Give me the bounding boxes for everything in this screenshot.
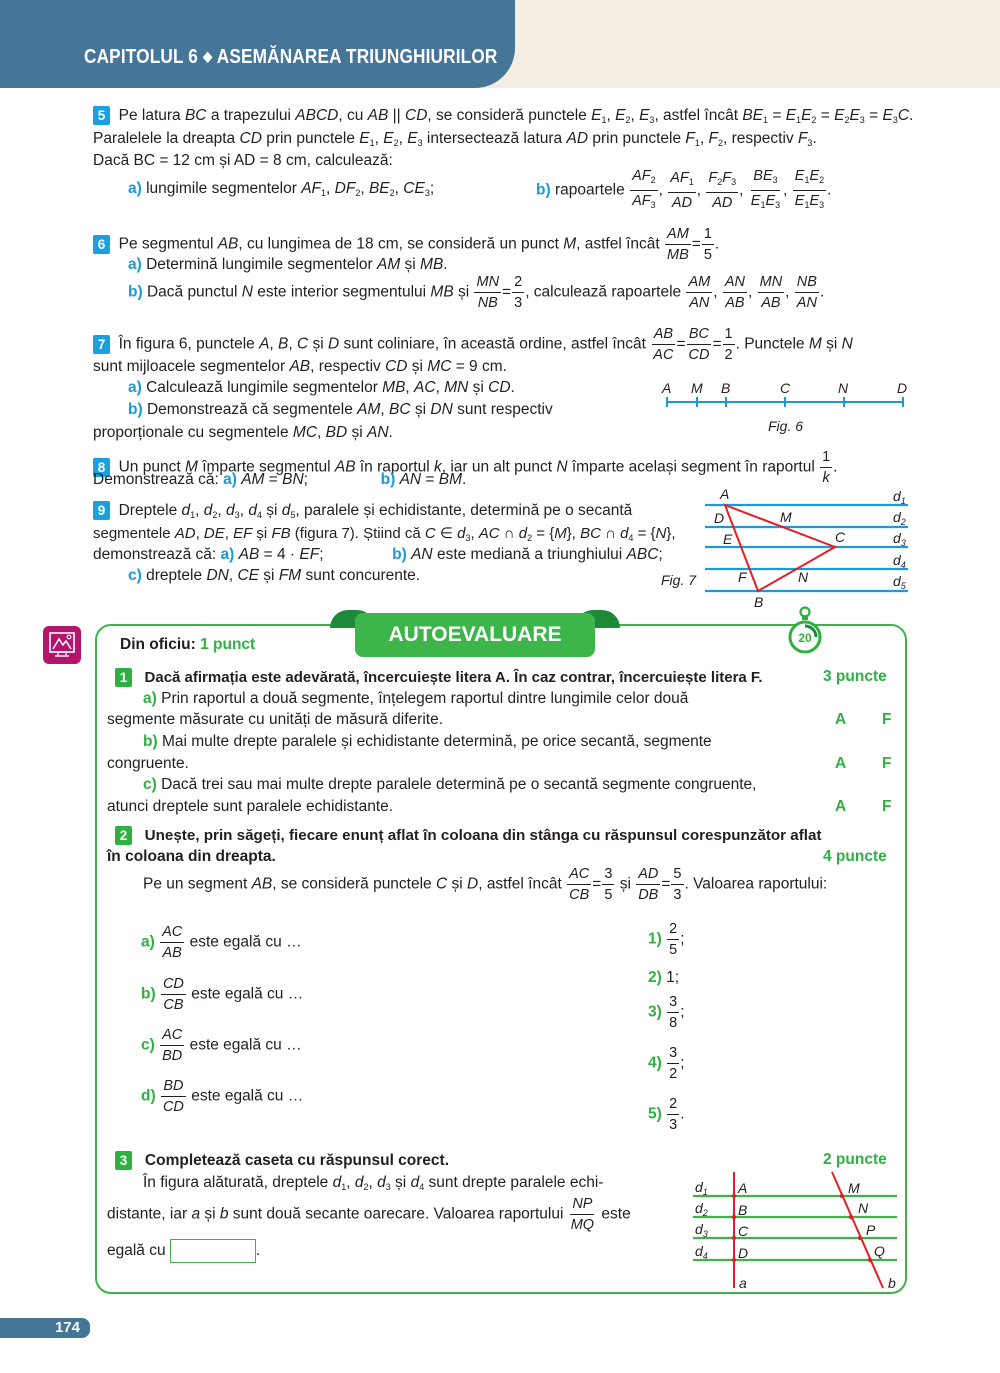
ex9-line1: 9 Dreptele $d_1$, $d_2$, $d_3$, $d_4$ și $d_5$, paralele și echidistante, determină pe o secantă (93, 501, 632, 520)
q1-item-b-line1 (143, 733, 712, 751)
q1-item-a-line1 (143, 690, 688, 708)
ex7-a: a) Calculează lungimile segmentelor MB, AC, MN și CD. (128, 379, 515, 396)
q2-right-1[interactable]: 1) $\frac{2}{5}$ ; (648, 921, 685, 958)
item-text: rapoartele (554, 181, 625, 199)
svg-text:D: D (714, 510, 725, 526)
q1-item-b-line2: congruente. (107, 755, 189, 772)
item-label: 2) (648, 969, 662, 986)
ex8-line1: 8 Un punct M împarte segmentul AB în raportul k, iar un alt punct N împarte același segment în raportul $\frac{1}{k}$ . (93, 449, 837, 486)
item-label: d) (141, 1087, 156, 1105)
svg-text:b: b (888, 1275, 896, 1291)
q1-item-c-line1 (143, 776, 756, 794)
q2-left-d[interactable]: d) $\frac{BD}{CD}$ este egală cu … (141, 1078, 304, 1115)
q2-right-2[interactable] (648, 969, 679, 987)
svg-text:20: 20 (798, 631, 812, 645)
item-text: Dacă trei sau mai multe drepte paralele determină pe o secantă segmente congruente, (161, 776, 757, 793)
svg-text:Q: Q (874, 1243, 885, 1259)
din-oficiu-points: 1 punct (200, 636, 256, 653)
ex9-line3: demonstrează că: a) AB = 4 · EF; b) AN este mediană a triunghiului ABC; (93, 546, 663, 563)
item-label: 3) (648, 1003, 662, 1021)
self-assessment-title: AUTOEVALUARE (355, 613, 595, 657)
ex7-line1: 7 În figura 6, punctele A, B, C și D sunt coliniare, în această ordine, astfel încât $\frac{AB}{AC}$ = $\frac{BC}{CD}$ = $\frac{1}{2}$ . Punctele M și N (93, 326, 853, 363)
item-text: este egală cu … (191, 1087, 304, 1105)
q1-b-option-true[interactable]: A (835, 755, 847, 772)
item-label: c) (128, 567, 142, 584)
svg-text:C: C (738, 1223, 749, 1239)
q3-line2: distante, iar a și b sunt două secante oarecare. Valoarea raportului $\frac{NP}{MQ}$ este (107, 1196, 631, 1233)
svg-text:d5: $d_5$ (893, 573, 906, 591)
item-text: este egală cu … (189, 933, 302, 951)
item-label: a) (128, 256, 142, 273)
svg-text:A: A (662, 380, 672, 396)
ex7-line2: sunt mijloacele segmentelor AB, respectiv CD și MC = 9 cm. (93, 358, 507, 375)
chapter-name: ASEMĂNAREA TRIUNGHIURILOR (216, 46, 498, 68)
q1-item-c-line2: atunci dreptele sunt paralele echidistante. (107, 798, 394, 815)
svg-text:D: D (738, 1245, 749, 1261)
exercise-number-badge: 7 (93, 335, 110, 354)
q2-right-5[interactable]: 5) $\frac{2}{3}$ . (648, 1096, 685, 1133)
q3-line3-text: egală cu (107, 1242, 166, 1260)
item-label: b) (536, 181, 551, 199)
q2-left-b[interactable]: b) $\frac{CD}{CB}$ este egală cu … (141, 976, 304, 1013)
svg-text:d2: $d_2$ (695, 1200, 708, 1218)
ex7-b-cont: proporționale cu segmentele MC, BD și AN. (93, 424, 393, 441)
ex5-b: b) rapoartele $\frac{AF_2}{AF_3}$ , $\frac{AF_1}{AD}$ , $\frac{F_2F_3}{AD}$ , $\frac{BE_3}{E_1E_3}$ , $\frac{E_1E_2}{E_1E_3}$ . (536, 168, 832, 211)
q3-points: 2 puncte (823, 1151, 887, 1168)
svg-text:d2: $d_2$ (893, 509, 906, 527)
item-label: c) (141, 1036, 155, 1054)
svg-text:d4: $d_4$ (893, 552, 906, 570)
svg-text:A: A (720, 486, 730, 502)
item-label: b) (380, 471, 396, 488)
page-number: 174 (0, 1318, 90, 1338)
ex6-line1: 6 Pe segmentul AB, cu lungimea de 18 cm, se consideră un punct M, astfel încât $\frac{AM}{MB}$ = $\frac{1}{5}$ . (93, 226, 719, 263)
answer-input-box[interactable] (170, 1239, 256, 1263)
ex5-line2: Paralelele la dreapta CD prin punctele $E_1$, $E_2$, $E_3$ intersectează latura AD prin punctele $F_1$, $F_2$, respectiv $F_3$. (93, 130, 817, 148)
ex7-b: b) Demonstrează că segmentele AM, BC și DN sunt respectiv (128, 401, 553, 418)
item-text: este egală cu … (189, 1036, 302, 1054)
svg-text:B: B (721, 380, 731, 396)
svg-text:d1: $d_1$ (695, 1179, 708, 1197)
ex8-line2: Demonstrează că: a) AM = BN; b) AN = BM. (93, 471, 467, 488)
diamond-icon: ◆ (202, 48, 213, 64)
q2-intro: Pe un segment AB, se consideră punctele C și D, astfel încât $\frac{AC}{CB}$ = $\frac{3}{5}$ și $\frac{AD}{DB}$ = $\frac{5}{3}$ . Valoarea raportului: (143, 866, 828, 903)
item-label: a) (223, 471, 237, 488)
svg-text:M: M (691, 380, 703, 396)
chapter-header (0, 0, 515, 88)
media-gallery-icon[interactable] (43, 626, 81, 664)
item-label: b) (392, 546, 407, 563)
exercise-number-badge: 6 (93, 235, 110, 254)
q2-points: 4 puncte (823, 848, 887, 865)
ex9-prefix: demonstrează că: (93, 546, 217, 563)
svg-text:d3: $d_3$ (893, 530, 906, 548)
q3-line2-end: este (601, 1205, 631, 1223)
question-number-badge: 3 (115, 1151, 132, 1170)
svg-text:D: D (897, 380, 908, 396)
q2-left-c[interactable]: c) $\frac{AC}{BD}$ este egală cu … (141, 1027, 302, 1064)
din-oficiu-label: Din oficiu: (120, 636, 196, 653)
item-label: a) (128, 180, 142, 197)
stopwatch-icon (785, 604, 825, 656)
svg-text:M: M (848, 1180, 860, 1196)
item-label: b) (128, 283, 143, 301)
figure-7-triangle-diagram (700, 486, 915, 611)
ex9-c: c) dreptele DN, CE și FM sunt concurente. (128, 567, 421, 584)
q2-prompt (115, 826, 822, 845)
item-label: 4) (648, 1054, 662, 1072)
item-label: 5) (648, 1105, 662, 1123)
q1-prompt (115, 668, 763, 687)
item-label: b) (143, 733, 158, 750)
ex8-prefix: Demonstrează că: (93, 471, 219, 488)
svg-text:d3: $d_3$ (695, 1221, 708, 1239)
q1-item-a-line2: segmente măsurate cu unități de măsură diferite. (107, 711, 444, 728)
figure-7-caption: Fig. 7 (661, 572, 697, 588)
q2-right-4[interactable]: 4) $\frac{3}{2}$ ; (648, 1045, 685, 1082)
svg-text:P: P (866, 1222, 876, 1238)
svg-text:d1: $d_1$ (893, 488, 906, 506)
item-label: a) (128, 379, 142, 396)
exercise-number-badge: 8 (93, 458, 110, 477)
ex9-line2: segmentele AD, DE, EF și FB (figura 7). Știind că C ∈ $d_3$, AC ∩ $d_2 = \{M\}$, BC ∩ $d_4 = \{N\}$, (93, 525, 676, 543)
svg-text:C: C (835, 529, 846, 545)
question-number-badge: 1 (115, 668, 132, 687)
svg-text:C: C (780, 380, 791, 396)
q1-points: 3 puncte (823, 668, 887, 685)
item-label: c) (143, 776, 157, 793)
item-label: b) (141, 985, 156, 1003)
q1-b-option-false[interactable]: F (882, 755, 892, 772)
item-label: 1) (648, 930, 662, 948)
svg-text:N: N (838, 380, 849, 396)
ex5-line1: 5 Pe latura BC a trapezului ABCD, cu AB || CD, se consideră punctele $E_1$, $E_2$, $E_3$, astfel încât $BE_1 = E_1E_2 = E_2E_3 = E_3C$. (93, 106, 913, 125)
item-value: 1; (666, 969, 680, 986)
question-number-badge: 2 (115, 826, 132, 845)
ex6-b: b) Dacă punctul N este interior segmentului MB și $\frac{MN}{NB}$ = $\frac{2}{3}$ , calculează rapoartele $\frac{AM}{AN}$ , $\frac{AN}{AB}$ , $\frac{MN}{AB}$ , $\frac{NB}{AN}$ . (128, 274, 825, 311)
item-label: a) (143, 690, 157, 707)
svg-text:A: A (738, 1180, 748, 1196)
svg-text:a: a (739, 1275, 747, 1291)
figure-6-caption: Fig. 6 (768, 418, 804, 434)
item-text: Mai multe drepte paralele și echidistante determină, pe orice secantă, segmente (161, 733, 712, 750)
svg-text:M: M (780, 509, 792, 525)
din-oficiu (120, 636, 255, 654)
item-text: Prin raportul a două segmente, înțelegem raportul dintre lungimile celor două (161, 690, 689, 707)
item-label: a) (220, 546, 235, 563)
q1-prompt-text: Dacă afirmația este adevărată, încercuiește litera A. În caz contrar, încercuiește litera F. (144, 669, 763, 686)
q3-line1: În figura alăturată, dreptele $d_1$, $d_2$, $d_3$ și $d_4$ sunt drepte paralele echi- (143, 1174, 604, 1192)
q3-line3: egală cu . (107, 1239, 260, 1263)
q1-c-option-false[interactable]: F (882, 798, 892, 815)
q3-prompt-text: Completează caseta cu răspunsul corect. (144, 1152, 450, 1169)
q2-prompt-line2: în coloana din dreapta. (107, 848, 276, 865)
item-text: este egală cu … (191, 985, 304, 1003)
ex6-a: a) Determină lungimile segmentelor AM și MB. (128, 256, 448, 273)
exercise-number-badge: 9 (93, 501, 110, 520)
chapter-title (84, 46, 498, 69)
svg-text:N: N (798, 569, 809, 585)
item-label: b) (128, 401, 143, 418)
q1-a-option-false[interactable]: F (882, 711, 892, 728)
ex5-a: a) lungimile segmentelor $AF_1$, $DF_2$, $BE_2$, $CE_3$; (128, 180, 435, 198)
svg-text:E: E (723, 531, 733, 547)
q3-prompt (115, 1151, 449, 1170)
ex5-line3: Dacă BC = 12 cm și AD = 8 cm, calculează: (93, 152, 393, 169)
q1-a-option-true[interactable]: A (835, 711, 847, 728)
chapter-number: CAPITOLUL 6 (84, 46, 199, 68)
svg-text:B: B (754, 594, 764, 610)
svg-text:N: N (858, 1200, 869, 1216)
svg-text:F: F (738, 569, 747, 585)
item-label: a) (141, 933, 155, 951)
q2-left-a[interactable]: a) $\frac{AC}{AB}$ este egală cu … (141, 924, 302, 961)
svg-text:B: B (738, 1202, 748, 1218)
exercise-number-badge: 5 (93, 106, 110, 125)
q2-right-3[interactable]: 3) $\frac{3}{8}$ ; (648, 994, 685, 1031)
svg-text:d4: $d_4$ (695, 1243, 708, 1261)
q1-c-option-true[interactable]: A (835, 798, 847, 815)
q2-prompt-line1: Unește, prin săgeți, fiecare enunț aflat în coloana din stânga cu răspunsul corespunzător aflat (144, 827, 822, 844)
q3-parallel-lines-diagram (690, 1170, 905, 1292)
